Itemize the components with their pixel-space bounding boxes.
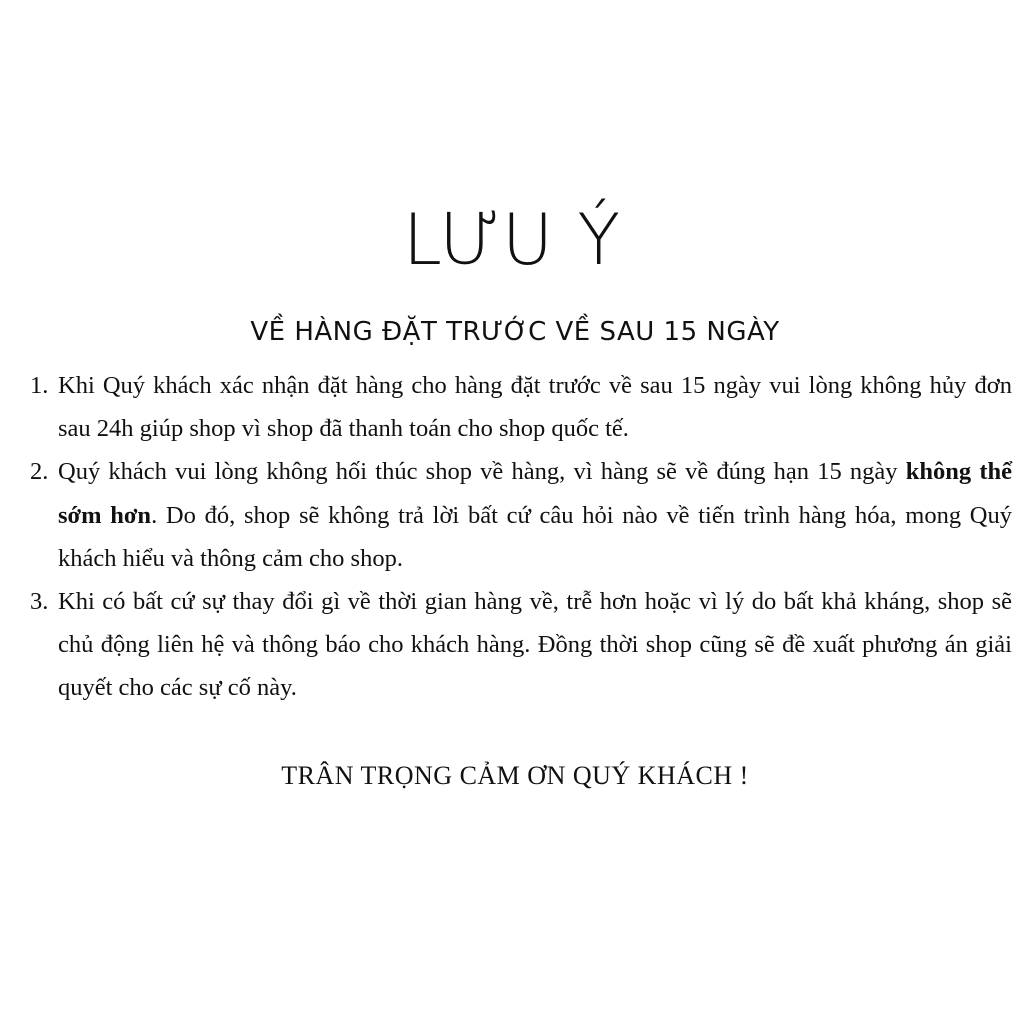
closing-message: TRÂN TRỌNG CẢM ƠN QUÝ KHÁCH ! <box>281 761 749 790</box>
page-title: LƯU Ý <box>402 199 622 281</box>
notice-item-text-continued: . Do đó, shop sẽ không trả lời bất cứ câu hỏi nào về tiến trình hàng hóa, mong Quý khách hiểu và thông cảm cho shop. <box>58 501 1012 572</box>
notice-item-number: 1. <box>30 372 49 399</box>
notice-item-number: 2. <box>30 458 49 486</box>
notice-item-text: Khi Quý khách xác nhận đặt hàng cho hàng đặt trước về sau 15 ngày vui lòng không hủy đơn sau 24h giúp shop vì shop đã thanh toán cho shop quốc tế. <box>58 372 1012 443</box>
notice-item-text: Quý khách vui lòng không hối thúc shop về hàng, vì hàng sẽ về đúng hạn 15 ngày <box>58 458 906 486</box>
notice-item-2 <box>30 450 1012 580</box>
notice-item-1 <box>30 364 1012 450</box>
page-subtitle: VỀ HÀNG ĐẶT TRƯỚC VỀ SAU 15 NGÀY <box>250 317 780 347</box>
notice-list <box>30 364 1012 710</box>
notice-item-number: 3. <box>30 588 49 616</box>
notice-item-3 <box>30 580 1012 710</box>
notice-item-text: Khi có bất cứ sự thay đổi gì về thời gian hàng về, trễ hơn hoặc vì lý do bất khả kháng, shop sẽ chủ động liên hệ và thông báo cho khách hàng. Đồng thời shop cũng sẽ đề xuất phương án giải quyết cho các sự cố này. <box>58 588 1012 702</box>
notice-item-emphasis: không thể sớm hơn <box>58 458 1012 529</box>
